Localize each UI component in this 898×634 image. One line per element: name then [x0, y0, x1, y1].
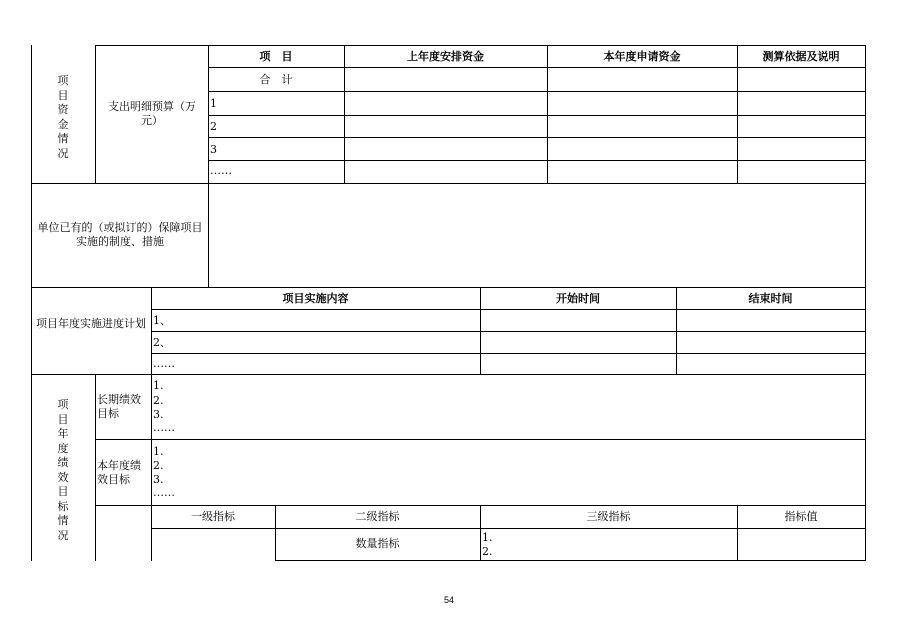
schedule-row-label: …… — [153, 357, 175, 370]
schedule-row-label: 2、 — [153, 336, 171, 349]
rule — [547, 45, 548, 183]
quantity-indicator-label: 数量指标 — [355, 537, 400, 550]
guarantee-label: 单位已有的（或拟订的）保障项目实施的制度、措施 — [37, 221, 203, 248]
indicator-header-level3: 三级指标 — [586, 510, 631, 523]
rule — [208, 45, 866, 46]
rule — [151, 309, 866, 310]
funds-row-label: 3 — [210, 143, 217, 156]
rule — [151, 374, 152, 561]
rule — [31, 374, 866, 375]
rule — [31, 287, 866, 288]
indicator-header-level1: 一级指标 — [191, 510, 235, 523]
quantity-item: 2. — [482, 545, 493, 558]
rule — [31, 183, 866, 184]
funds-header-this-year: 本年度申请资金 — [603, 50, 681, 63]
funds-header-last-year: 上年度安排资金 — [407, 50, 484, 63]
funds-header-item: 项 目 — [259, 50, 293, 63]
schedule-label: 项目年度实施进度计划 — [36, 317, 146, 330]
rule — [737, 45, 738, 183]
schedule-row-label: 1、 — [153, 314, 171, 327]
rule — [95, 374, 96, 561]
funds-total-label: 合 计 — [259, 73, 293, 86]
rule — [208, 91, 866, 92]
rule — [95, 45, 208, 46]
rule — [151, 331, 866, 332]
rule — [95, 45, 96, 183]
rule — [95, 439, 866, 440]
rule — [208, 67, 866, 68]
funds-sub-label: 支出明细预算（万元） — [108, 100, 196, 127]
funds-row-label: 2 — [210, 120, 217, 133]
schedule-header-content: 项目实施内容 — [282, 292, 349, 305]
annual-item: 3. — [153, 473, 164, 486]
schedule-header-end: 结束时间 — [748, 292, 793, 305]
page-number: 54 — [443, 595, 454, 605]
rule — [208, 137, 866, 138]
funds-header-basis: 测算依据及说明 — [762, 50, 840, 63]
funds-row-label: 1 — [210, 97, 217, 110]
annual-label: 本年度绩效目标 — [97, 459, 141, 486]
indicator-header-value: 指标值 — [784, 510, 818, 523]
quantity-item: 1. — [482, 531, 493, 544]
long-term-item: …… — [153, 421, 175, 434]
annual-item: 1. — [153, 445, 164, 458]
rule — [208, 160, 866, 161]
funds-section-label: 项目资金情况 — [57, 74, 69, 160]
annual-item: …… — [153, 486, 175, 499]
performance-section-label: 项目年度绩效目标情况 — [57, 398, 69, 542]
funds-row-label: …… — [210, 164, 232, 177]
long-term-item: 3. — [153, 408, 164, 421]
rule — [275, 560, 866, 561]
long-term-item: 1. — [153, 379, 164, 392]
rule — [865, 45, 866, 561]
rule — [31, 45, 32, 561]
indicator-header-level2: 二级指标 — [355, 510, 400, 523]
annual-item: 2. — [153, 459, 164, 472]
rule — [151, 353, 866, 354]
long-term-item: 2. — [153, 394, 164, 407]
rule — [151, 528, 866, 529]
long-term-label: 长期绩效目标 — [97, 393, 141, 420]
rule — [208, 115, 866, 116]
schedule-header-start: 开始时间 — [556, 292, 600, 305]
rule — [344, 45, 345, 183]
